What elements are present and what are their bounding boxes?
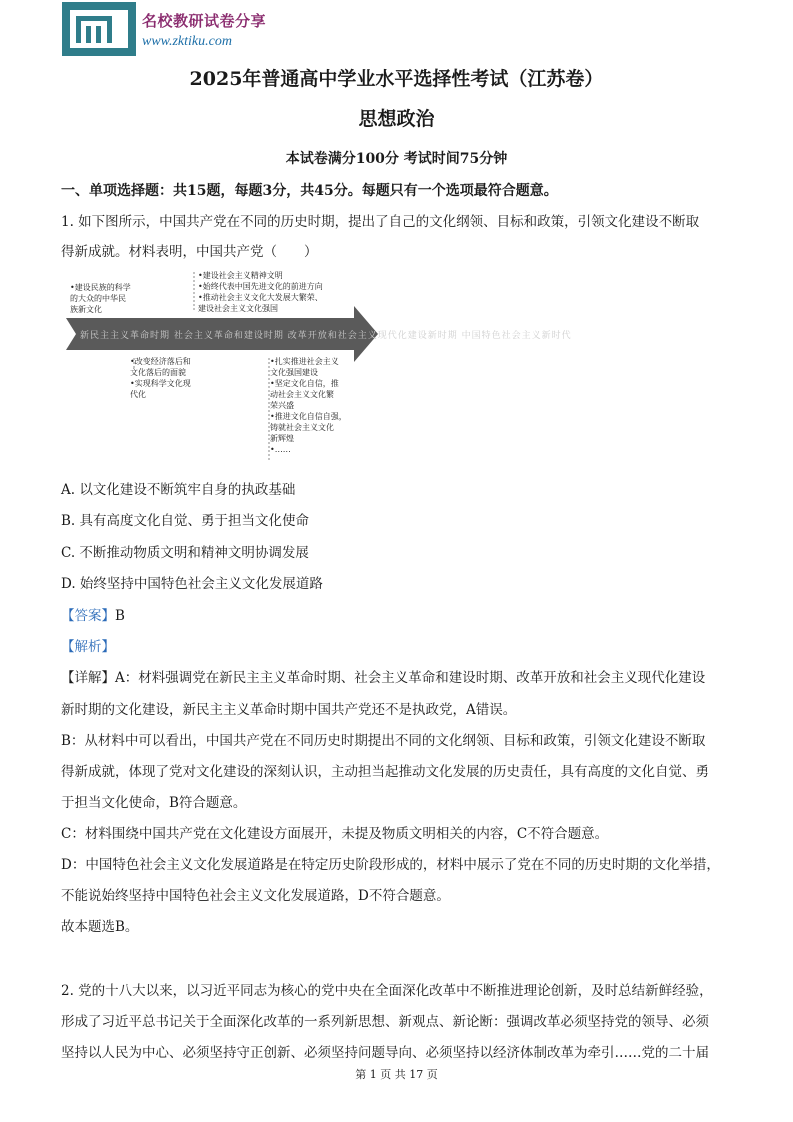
detail-line xyxy=(61,668,736,688)
logo-url-link[interactable]: www.zktiku.com xyxy=(142,34,232,49)
answer-tag: 【答案】 xyxy=(61,608,115,624)
option-a: A. 以文化建设不断筑牢自身的执政基础 xyxy=(61,482,296,498)
question-stem-line: 形成了习近平总书记关于全面深化改革的一系列新思想、新观点、新论断：强调改革必须坚持党的领导、必须 xyxy=(61,1014,709,1030)
analysis-tag: 【解析】 xyxy=(61,639,115,655)
detail-line: D：中国特色社会主义文化发展道路是在特定历史阶段形成的，材料中展示了党在不同的历史时期的文化举措， xyxy=(61,857,720,873)
answer-value: B xyxy=(115,608,125,624)
question-stem-line: 得新成就。材料表明，中国共产党（ ） xyxy=(61,244,318,260)
logo-brand-text: 名校教研试卷分享 xyxy=(142,12,267,30)
conclusion-line: 故本题选B。 xyxy=(61,919,139,935)
timeline-figure xyxy=(64,268,572,464)
answer-line xyxy=(61,606,736,626)
detail-tag: 【详解】 xyxy=(61,670,115,686)
exam-title: 2025年普通高中学业水平选择性考试（江苏卷） xyxy=(189,68,604,90)
page-number: 第 1 页 共 17 页 xyxy=(355,1068,438,1081)
section-heading: 一、单项选择题：共15题，每题3分，共45分。每题只有一个选项最符合题意。 xyxy=(61,183,558,199)
question-stem-line: 坚持以人民为中心、必须坚持守正创新、必须坚持问题导向、必须坚持以经济体制改革为牵引……党的二十届 xyxy=(61,1045,709,1061)
analysis-line xyxy=(61,637,736,657)
logo-mark-icon xyxy=(62,2,136,56)
figure-text-period2: •改变经济落后和 文化落后的面貌 •实现科学文化现 代化 xyxy=(130,357,191,399)
option-c: C. 不断推动物质文明和精神文明协调发展 xyxy=(61,545,309,561)
question-stem-line: 1. 如下图所示，中国共产党在不同的历史时期，提出了自己的文化纲领、目标和政策，引领文化建设不断取 xyxy=(61,214,700,230)
option-d: D. 始终坚持中国特色社会主义文化发展道路 xyxy=(61,576,323,592)
site-logo xyxy=(62,2,277,58)
exam-info: 本试卷满分100分 考试时间75分钟 xyxy=(285,151,508,167)
question-stem-line: 2. 党的十八大以来，以习近平同志为核心的党中央在全面深化改革中不断推进理论创新，及时总结新鲜经验， xyxy=(61,983,713,999)
subject-title: 思想政治 xyxy=(358,108,435,130)
detail-text: A：材料强调党在新民主主义革命时期、社会主义革命和建设时期、改革开放和社会主义现代化建设 xyxy=(115,670,706,686)
option-b: B. 具有高度文化自觉、勇于担当文化使命 xyxy=(61,513,310,529)
figure-text-period1: •建设民族的科学 的大众的中华民 族新文化 xyxy=(70,283,131,314)
timeline-period-labels: 新民主主义革命时期 社会主义革命和建设时期 改革开放和社会主义现代化建设新时期 中国特色社会主义新时代 xyxy=(80,331,572,341)
detail-line: C：材料围绕中国共产党在文化建设方面展开，未提及物质文明相关的内容，C不符合题意。 xyxy=(61,826,609,842)
detail-line: 不能说始终坚持中国特色社会主义文化发展道路，D不符合题意。 xyxy=(61,888,450,904)
detail-line: B：从材料中可以看出，中国共产党在不同历史时期提出不同的文化纲领、目标和政策，引领文化建设不断取 xyxy=(61,733,706,749)
figure-text-period3: •建设社会主义精神文明 •始终代表中国先进文化的前进方向 •推动社会主义文化大发展大繁荣、 建设社会主义文化强国 xyxy=(198,271,323,313)
detail-line: 新时期的文化建设，新民主主义革命时期中国共产党还不是执政党，A错误。 xyxy=(61,702,517,718)
figure-text-period4: •扎实推进社会主义 文化强国建设 •坚定文化自信，推 动社会主义文化繁 荣兴盛 •推进文化自信自强， 铸就社会主义文化 新辉煌 •…… xyxy=(270,357,347,454)
detail-line: 得新成就，体现了党对文化建设的深刻认识，主动担当起推动文化发展的历史责任，具有高度的文化自觉、勇 xyxy=(61,764,709,780)
detail-line: 于担当文化使命，B符合题意。 xyxy=(61,795,247,811)
